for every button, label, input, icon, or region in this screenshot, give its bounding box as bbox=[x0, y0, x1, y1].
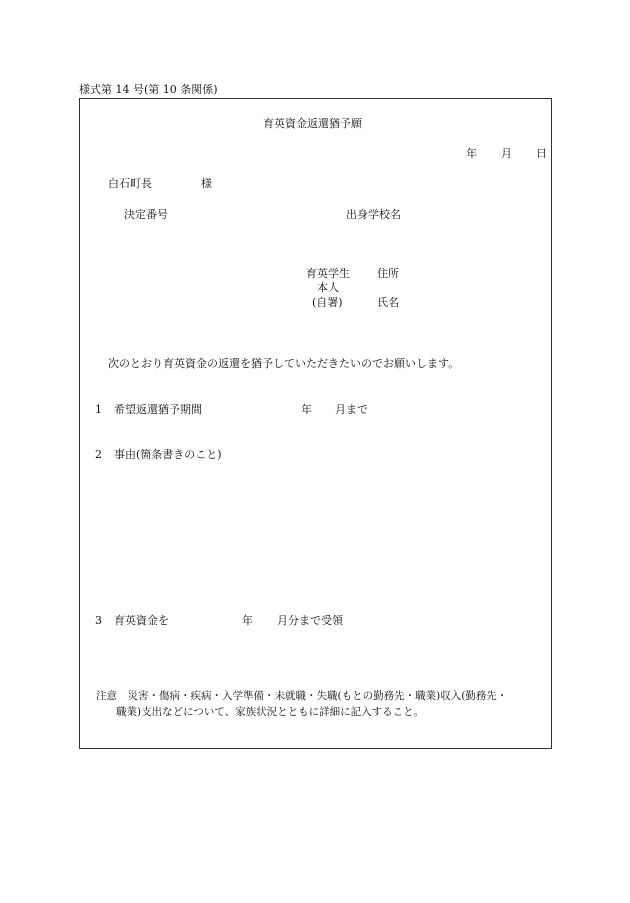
item3-until-label: 月分まで受領 bbox=[277, 614, 343, 627]
addressee-name: 白石町長 bbox=[108, 177, 152, 190]
item2-number: 2 bbox=[95, 448, 102, 461]
name-label: 氏名 bbox=[377, 296, 399, 309]
item1-number: 1 bbox=[95, 403, 102, 416]
item3-number: 3 bbox=[95, 614, 102, 627]
date-month-label: 月 bbox=[501, 147, 512, 160]
date-day-label: 日 bbox=[536, 147, 547, 160]
item3-label: 育英資金を bbox=[114, 614, 169, 627]
decision-number-label: 決定番号 bbox=[124, 208, 168, 221]
address-label: 住所 bbox=[377, 267, 399, 280]
note-line1: 注意 災害・傷病・疾病・入学準備・未就職・失職(もとの勤務先・職業)収入(勤務先・ bbox=[96, 690, 508, 702]
form-number-label: 様式第 14 号(第 10 条関係) bbox=[79, 83, 218, 96]
signature-note: (自署) bbox=[312, 296, 343, 309]
form-title: 育英資金返還猶予願 bbox=[263, 117, 362, 130]
addressee-honorific: 様 bbox=[201, 177, 212, 190]
item2-label: 事由(箇条書きのこと) bbox=[114, 448, 222, 461]
school-name-label: 出身学校名 bbox=[346, 208, 401, 221]
applicant-role-label: 育英学生 bbox=[306, 267, 350, 280]
item1-year-label: 年 bbox=[301, 403, 312, 416]
date-year-label: 年 bbox=[466, 147, 477, 160]
item1-until-label: 月まで bbox=[335, 403, 368, 416]
applicant-self-label: 本人 bbox=[317, 281, 339, 294]
form-frame bbox=[79, 98, 552, 749]
request-statement: 次のとおり育英資金の返還を猶予していただきたいのでお願いします。 bbox=[108, 357, 460, 370]
note-line2: 職業)支出などについて、家族状況とともに詳細に記入すること。 bbox=[116, 706, 425, 718]
item3-year-label: 年 bbox=[242, 614, 253, 627]
item1-label: 希望返還猶予期間 bbox=[114, 403, 202, 416]
